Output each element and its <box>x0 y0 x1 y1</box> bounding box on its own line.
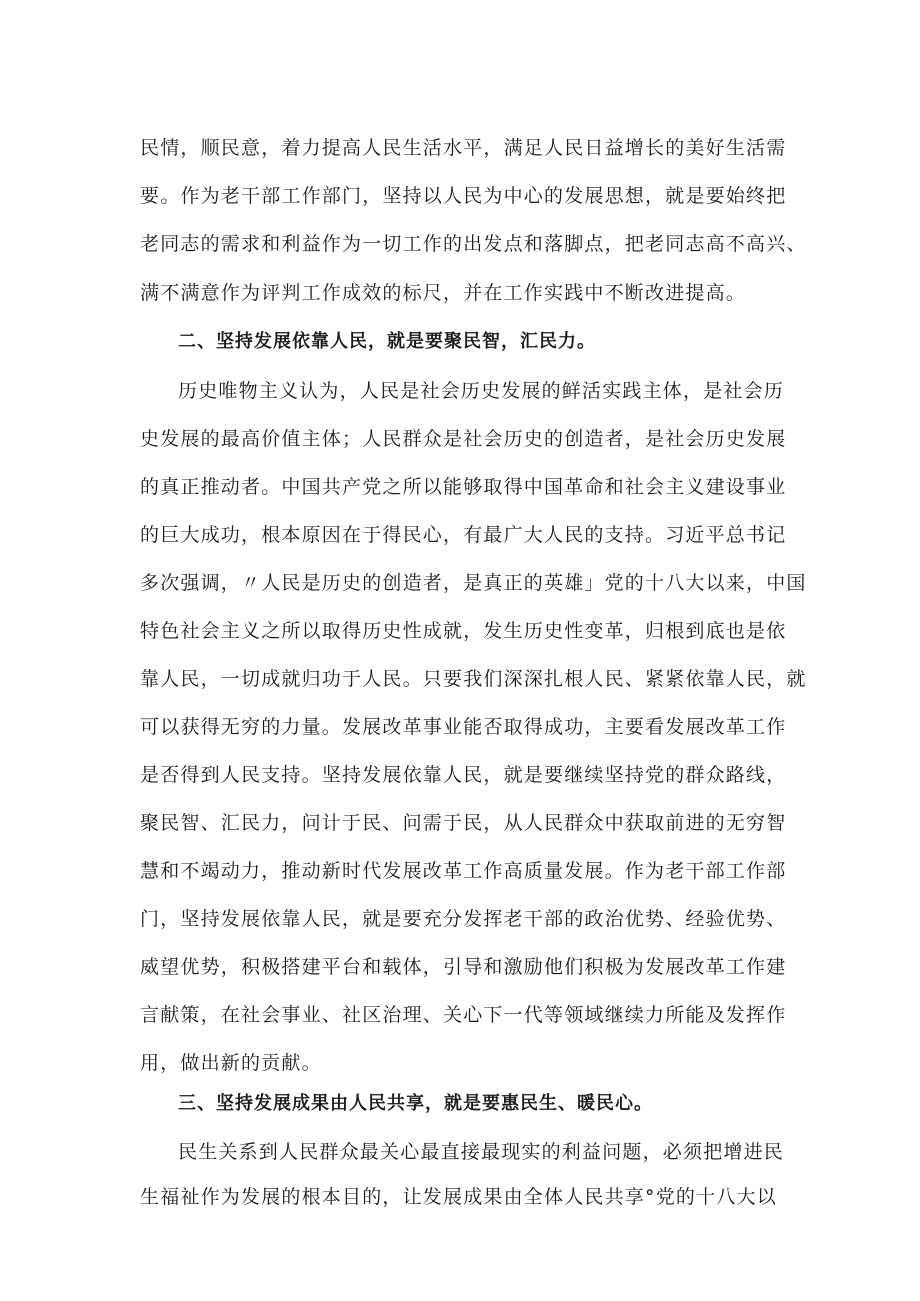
body-text-line: 特色社会主义之所以取得历史性成就，发生历史性变革，归根到底也是依 <box>140 620 787 642</box>
section-heading-2: 二、坚持发展依靠人民，就是要聚民智，汇民力。 <box>178 331 596 352</box>
body-text-line: 的巨大成功，根本原因在于得民心，有最广大人民的支持。习近平总书记 <box>140 524 787 546</box>
body-text-line: 历史唯物主义认为，人民是社会历史发展的鲜活实践主体，是社会历 <box>178 380 785 402</box>
body-text-line: 靠人民，一切成就归功于人民。只要我们深深扎根人民、紧紧依靠人民，就 <box>140 668 807 690</box>
body-text-line: 威望优势，积极搭建平台和载体，引导和激励他们积极为发展改革工作建 <box>140 956 787 978</box>
body-text-line: 言献策，在社会事业、社区治理、关心下一代等领域继续力所能及发挥作 <box>140 1004 787 1026</box>
body-text-line: 可以获得无穷的力量。发展改革事业能否取得成功，主要看发展改革工作 <box>140 716 787 738</box>
body-text-line: 民情，顺民意，着力提高人民生活水平，满足人民日益增长的美好生活需 <box>140 137 787 159</box>
body-text-line: 慧和不竭动力，推动新时代发展改革工作高质量发展。作为老干部工作部 <box>140 860 787 882</box>
body-text-line: 民生关系到人民群众最关心最直接最现实的利益问题，必须把增进民 <box>178 1141 785 1163</box>
body-text-line: 聚民智、汇民力，问计于民、问需于民，从人民群众中获取前进的无穷智 <box>140 812 787 834</box>
body-text-line: 生福祉作为发展的根本目的，让发展成果由全体人民共享°党的十八大以 <box>140 1186 777 1208</box>
body-text-line: 要。作为老干部工作部门，坚持以人民为中心的发展思想，就是要始终把 <box>140 185 787 207</box>
body-text-line: 是否得到人民支持。坚持发展依靠人民，就是要继续坚持党的群众路线， <box>140 764 787 786</box>
body-text-line: 的真正推动者。中国共产党之所以能够取得中国革命和社会主义建设事业 <box>140 476 787 498</box>
body-text-line: 多次强调，〃人民是历史的创造者，是真正的英雄」党的十八大以来，中国 <box>140 572 807 594</box>
body-text-line: 史发展的最高价值主体；人民群众是社会历史的创造者，是社会历史发展 <box>140 428 787 450</box>
body-text-line: 门，坚持发展依靠人民，就是要充分发挥老干部的政治优势、经验优势、 <box>140 908 787 930</box>
body-text-line: 用，做出新的贡献。 <box>140 1052 322 1074</box>
body-text-line: 老同志的需求和利益作为一切工作的出发点和落脚点，把老同志高不高兴、 <box>140 233 807 255</box>
section-heading-3: 三、坚持发展成果由人民共享，就是要惠民生、暖民心。 <box>178 1093 653 1114</box>
body-text-line: 满不满意作为评判工作成效的标尺，并在工作实践中不断改进提高。 <box>140 282 747 304</box>
